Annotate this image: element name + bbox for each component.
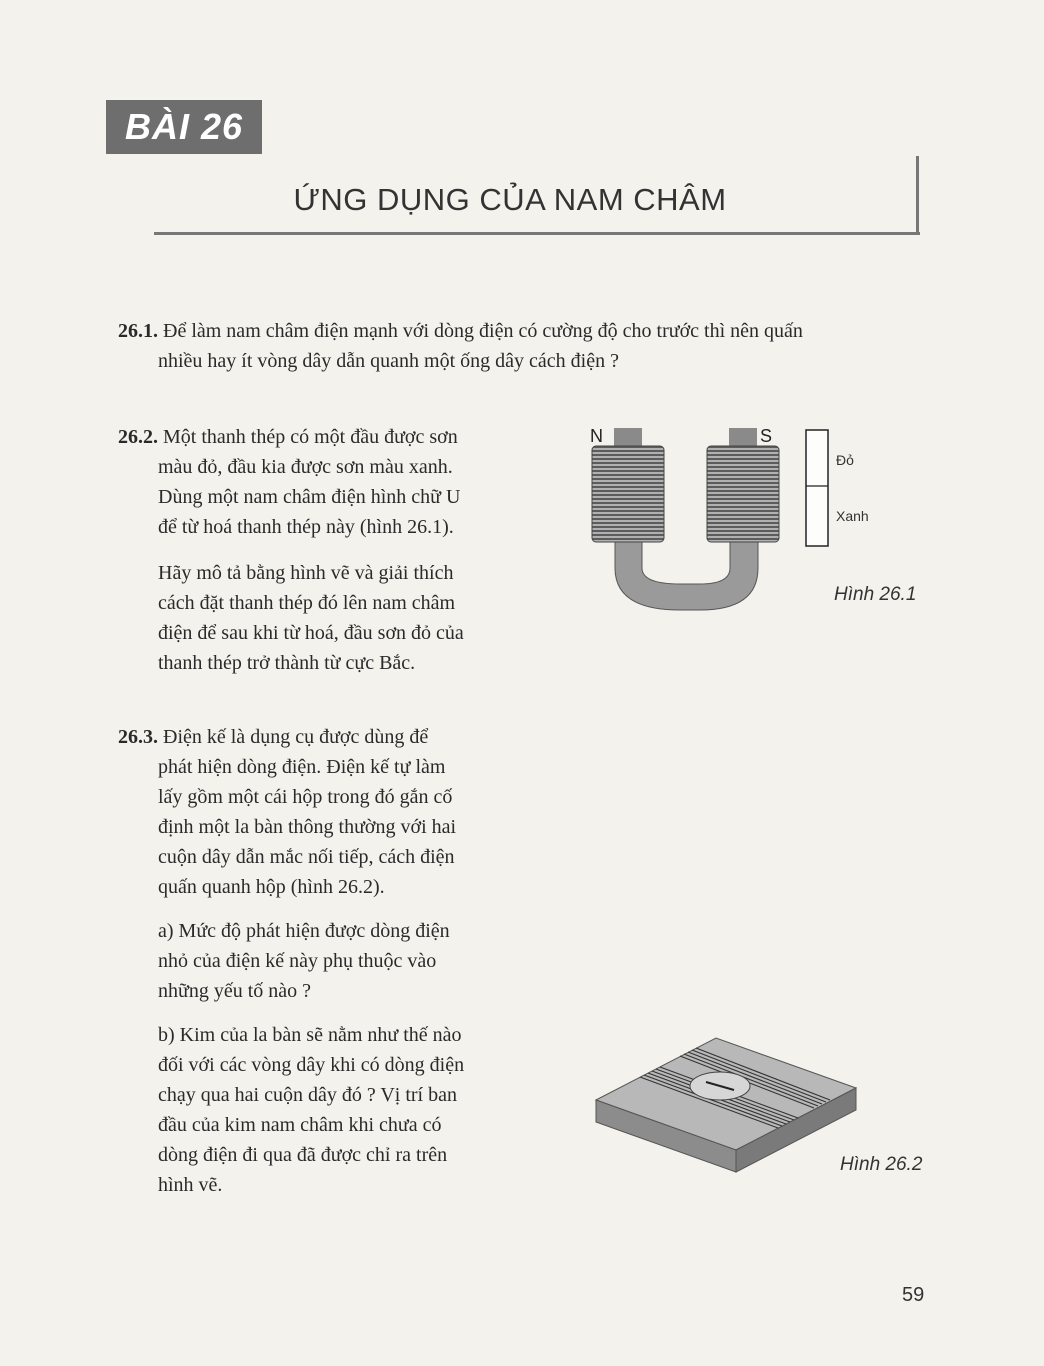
exercise-number: 26.3. [118,726,158,748]
lesson-title: ỨNG DỤNG CỦA NAM CHÂM [293,182,727,217]
exercise-26-3 [118,722,538,1200]
figure-26-1-caption: Hình 26.1 [834,584,917,605]
text-line: chạy qua hai cuộn dây đó ? Vị trí ban [158,1084,457,1106]
title-underline [154,232,920,235]
page-number: 59 [902,1284,925,1306]
text-line: Hãy mô tả bằng hình vẽ và giải thích [158,562,454,584]
text-line: điện để sau khi từ hoá, đầu sơn đỏ của [158,622,464,644]
red-end-label: Đỏ [836,452,854,468]
text-line: định một la bàn thông thường với hai [158,816,457,838]
text-line: Dùng một nam châm điện hình chữ U [158,486,461,508]
text-line: cách đặt thanh thép đó lên nam châm [158,592,456,614]
text-line: thanh thép trở thành từ cực Bắc. [158,652,416,674]
left-coil [592,446,664,542]
exercise-26-1 [118,316,938,376]
figure-26-2-illustration [588,1030,868,1175]
text-line: Điện kế là dụng cụ được dùng để [163,726,429,748]
exercise-text: Để làm nam châm điện mạnh với dòng điện có cường độ cho trước thì nên quấn [163,320,803,342]
exercise-text: nhiều hay ít vòng dây dẫn quanh một ống dây cách điện ? [158,350,619,372]
blue-end-label: Xanh [836,508,869,524]
text-line: dòng điện đi qua đã được chỉ ra trên [158,1144,448,1166]
text-line: b) Kim của la bàn sẽ nằm như thế nào [158,1024,462,1046]
text-line: phát hiện dòng điện. Điện kế tự làm [158,756,446,778]
text-line: cuộn dây dẫn mắc nối tiếp, cách điện [158,846,455,868]
text-line: những yếu tố nào ? [158,980,312,1002]
text-line: hình vẽ. [158,1174,223,1196]
exercise-number: 26.2. [118,426,158,448]
exercise-26-2 [118,422,538,678]
text-line: a) Mức độ phát hiện được dòng điện [158,920,450,942]
pole-north-label: N [590,426,603,446]
text-line: màu đỏ, đầu kia được sơn màu xanh. [158,456,453,478]
text-line: nhỏ của điện kế này phụ thuộc vào [158,950,437,972]
pole-south-label: S [760,426,773,446]
steel-bar [806,430,828,546]
text-line: lấy gồm một cái hộp trong đó gắn cố [158,786,453,808]
text-line: đối với các vòng dây khi có dòng điện [158,1054,465,1076]
right-coil [707,446,779,542]
title-side-rule [916,156,919,234]
figure-26-2-caption: Hình 26.2 [840,1154,923,1175]
text-line: đầu của kim nam châm khi chưa có [158,1114,442,1136]
exercise-number: 26.1. [118,320,158,342]
text-line: quấn quanh hộp (hình 26.2). [158,876,385,898]
text-line: để từ hoá thanh thép này (hình 26.1). [158,516,454,538]
lesson-badge: BÀI 26 [106,100,262,154]
text-line: Một thanh thép có một đầu được sơn [163,426,458,448]
